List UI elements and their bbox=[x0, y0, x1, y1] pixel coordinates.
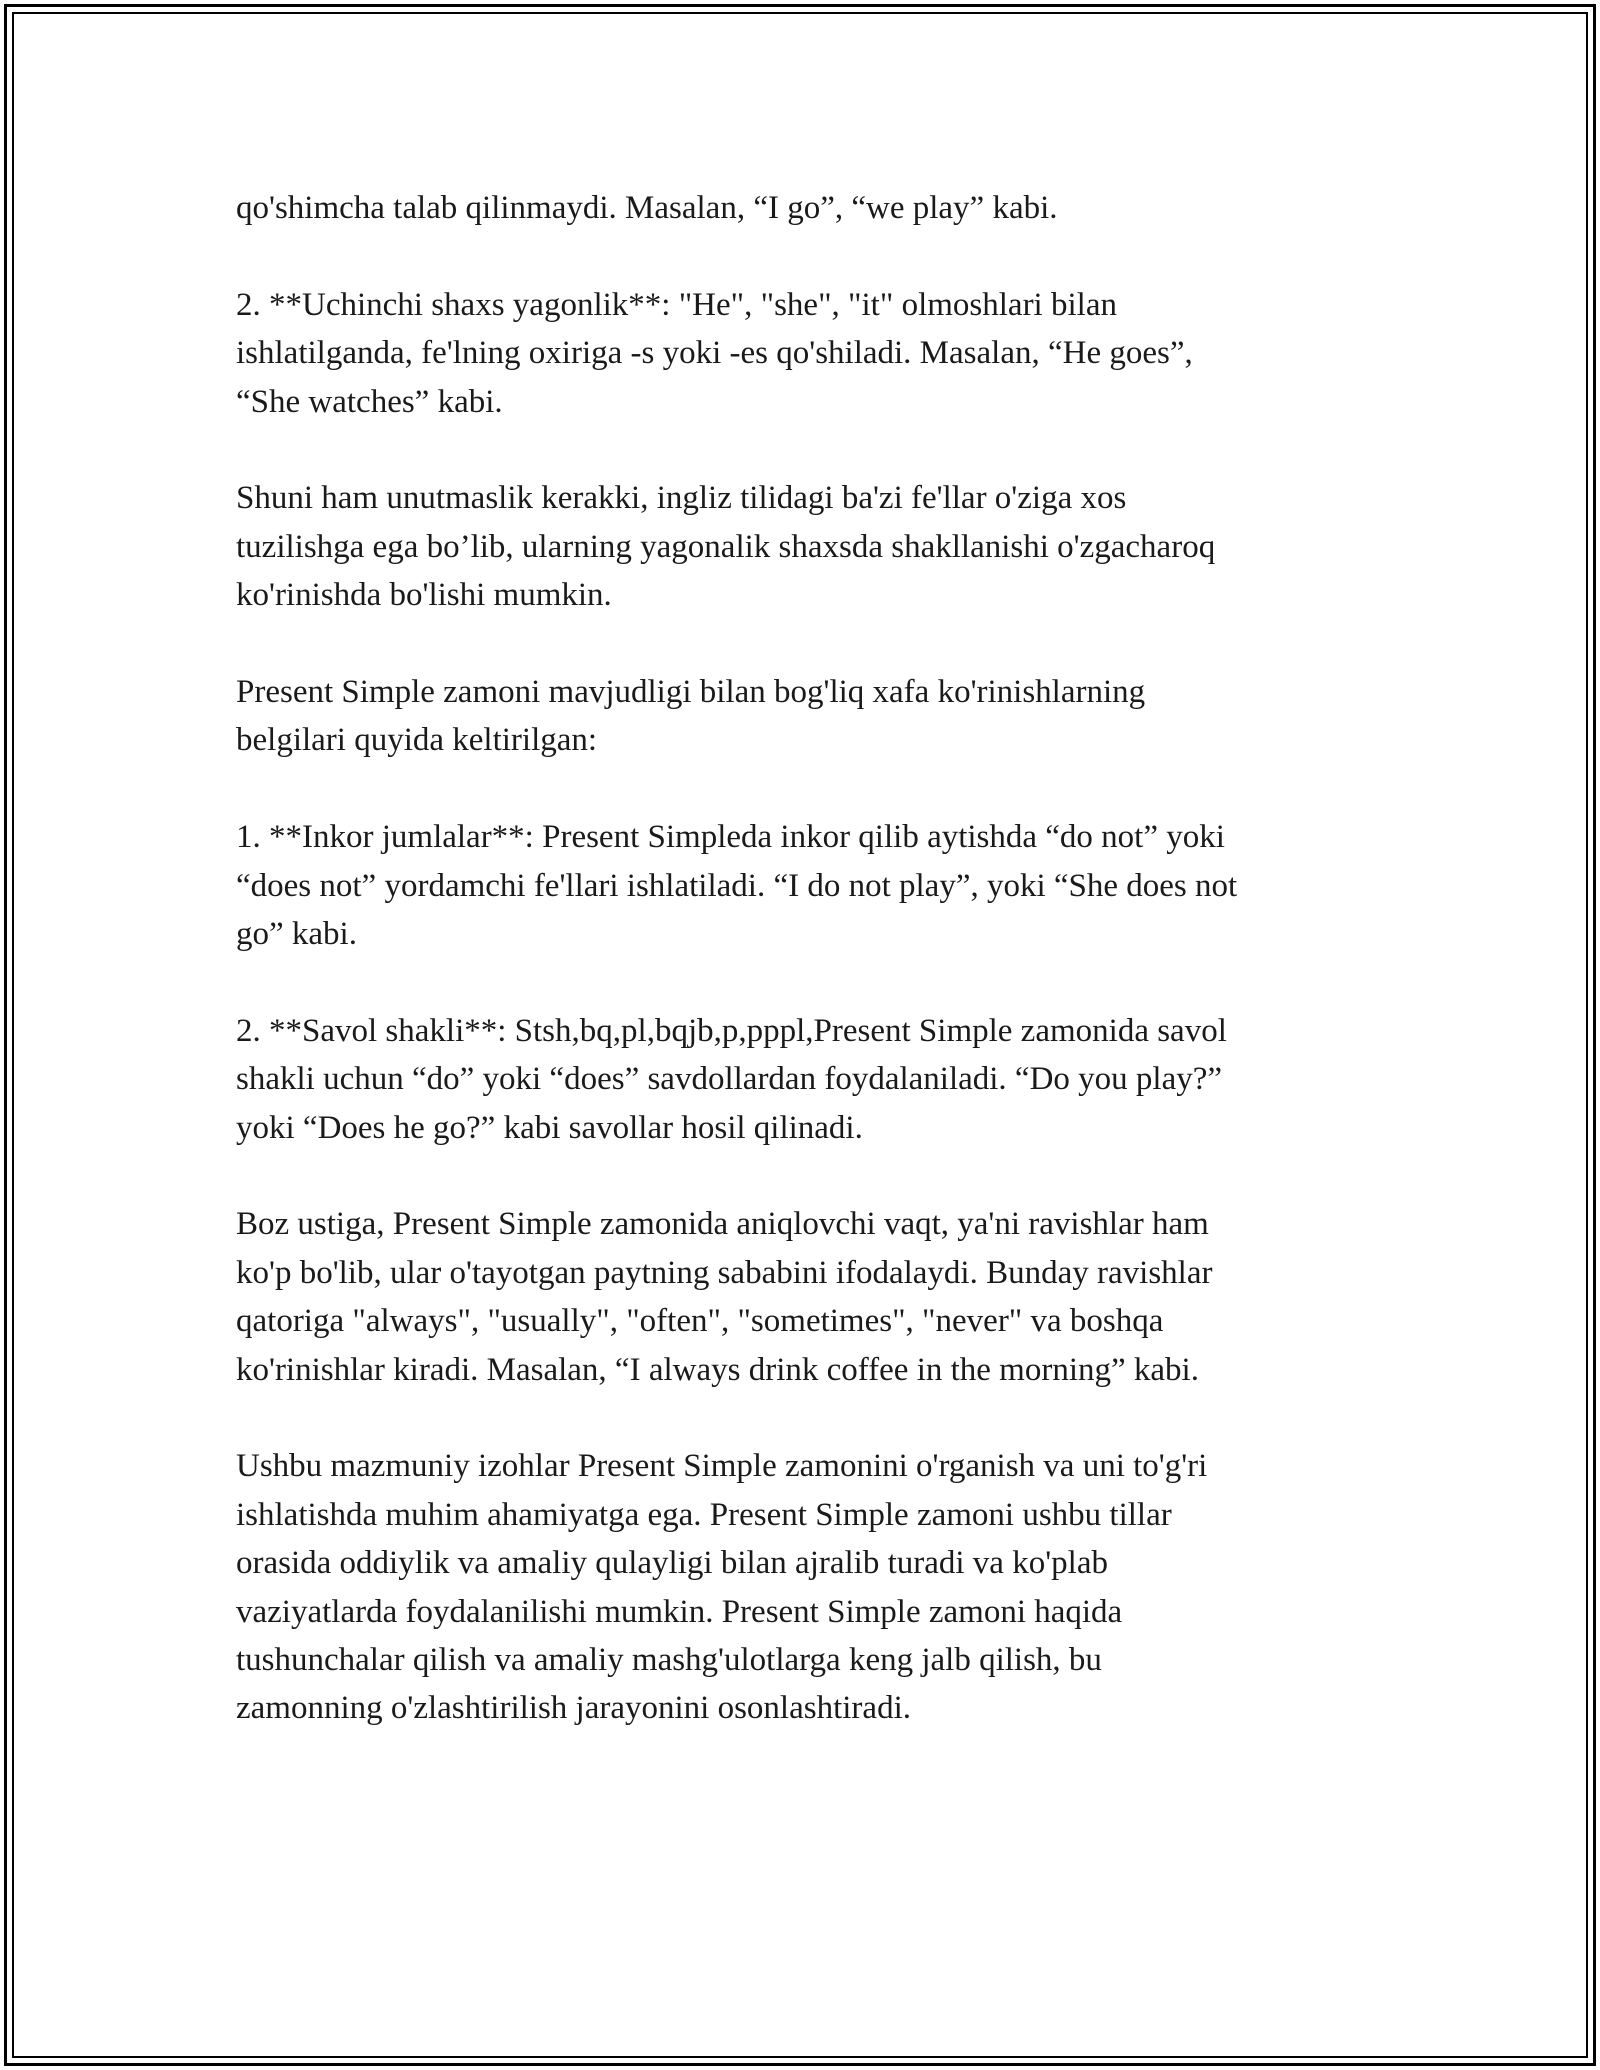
paragraph-6: 2. **Savol shakli**: Stsh,bq,pl,bqjb,p,pppl,Present Simple zamonida savol shakli uchun “do” yoki “does” savdollardan foydalaniladi. “Do you play?” yoki “Does he go?” kabi savollar hosil qilinadi. bbox=[236, 1012, 1227, 1146]
document-body bbox=[236, 184, 1366, 1781]
paragraph-2: 2. **Uchinchi shaxs yagonlik**: "He", "she", "it" olmoshlari bilan ishlatilganda, fe'lning oxiriga -s yoki -es qo'shiladi. Masalan, “He goes”, “She watches” kabi. bbox=[236, 286, 1193, 420]
paragraph-7: Boz ustiga, Present Simple zamonida aniqlovchi vaqt, ya'ni ravishlar ham ko'p bo'lib, ular o'tayotgan paytning sababini ifodalaydi. Bunday ravishlar qatoriga "always", "usually", "often", "sometimes", "never" va boshqa ko'rinishlar kiradi. Masalan, “I always drink coffee in the morning” kabi. bbox=[236, 1206, 1213, 1388]
paragraph-3: Shuni ham unutmaslik kerakki, ingliz tilidagi ba'zi fe'llar o'ziga xos tuzilishga ega bo’lib, ularning yagonalik shaxsda shakllanishi o'zgacharoq ko'rinishda bo'lishi mumkin. bbox=[236, 480, 1216, 614]
paragraph-1: qo'shimcha talab qilinmaydi. Masalan, “I go”, “we play” kabi. bbox=[236, 190, 1058, 226]
paragraph-8: Ushbu mazmuniy izohlar Present Simple zamonini o'rganish va uni to'g'ri ishlatishda muhim ahamiyatga ega. Present Simple zamoni ushbu tillar orasida oddiylik va amaliy qulayligi bilan ajralib turadi va ko'plab vaziyatlarda foydalanilishi mumkin. Present Simple zamoni haqida tushunchalar qilish va amaliy mashg'ulotlarga keng jalb qilish, bu zamonning o'zlashtirilish jarayonini osonlashtiradi. bbox=[236, 1448, 1208, 1727]
paragraph-4: Present Simple zamoni mavjudligi bilan bog'liq xafa ko'rinishlarning belgilari quyida keltirilgan: bbox=[236, 674, 1146, 759]
paragraph-5: 1. **Inkor jumlalar**: Present Simpleda inkor qilib aytishda “do not” yoki “does not” yordamchi fe'llari ishlatiladi. “I do not play”, yoki “She does not go” kabi. bbox=[236, 819, 1238, 953]
